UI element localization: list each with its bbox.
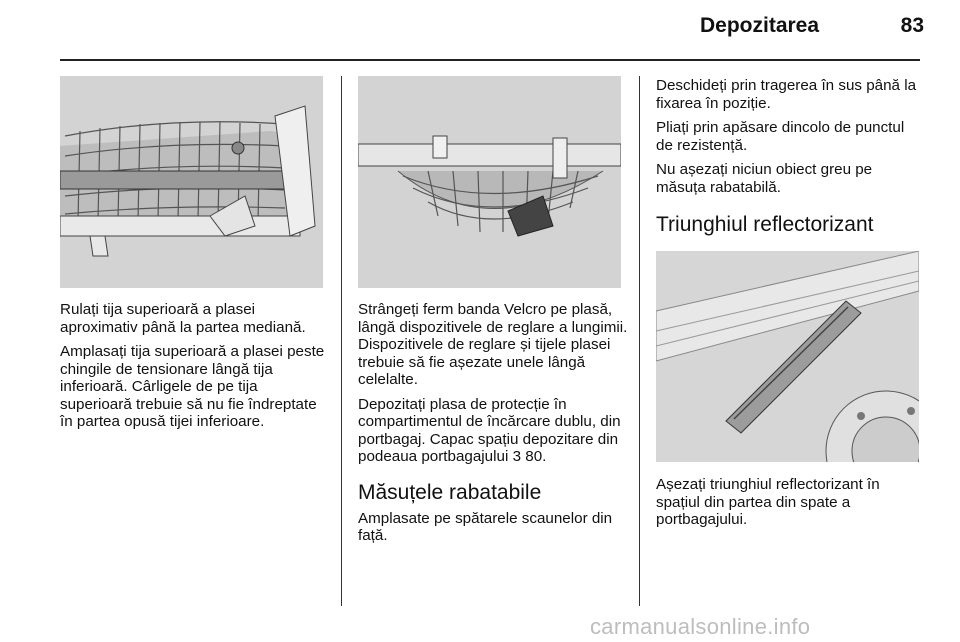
net-velcro-illustration (358, 76, 621, 288)
column-divider (639, 76, 640, 606)
column-2 (358, 301, 628, 552)
watermark: carmanualsonline.info (590, 614, 811, 639)
figure-caption (656, 476, 924, 536)
column-divider (341, 76, 342, 606)
page-ref-icon[interactable]: 3 (512, 448, 522, 465)
paragraph: Amplasate pe spătarele scaunelor din față. (358, 509, 613, 544)
paragraph: Amplasați tija superioară a plasei peste chingile de tensionare lângă tija inferioară. Cârligele de pe tija superioară trebuie să nu fie îndreptate în partea opusă tijei inferioare. (60, 343, 325, 430)
paragraph: Pliați prin apăsare dincolo de punctul de rezistență. (656, 119, 905, 154)
paragraph-text: Depozitați plasa de protecție în compartimentul de încărcare dublu, din portbagaj. Capac spațiu depozitare din podeaua portbagajului (358, 395, 621, 465)
header-rule (60, 59, 920, 61)
paragraph: Deschideți prin tragerea în sus până la fixarea în poziție. (656, 77, 917, 112)
warning-triangle-illustration (656, 251, 919, 462)
column-1 (60, 301, 330, 438)
paragraph (358, 396, 628, 466)
section-heading: Triunghiul reflectorizant (656, 213, 874, 236)
page-number: 83 (900, 14, 924, 37)
paragraph: Strângeți ferm banda Velcro pe plasă, lângă dispozitivele de reglare a lungimii. Dispozitivele de reglare și tijele plasei trebuie să fie așezate unele lângă celelalte. (358, 301, 628, 388)
paragraph: Așezați triunghiul reflectorizant în spațiul din partea din spate a portbagajului. (656, 476, 880, 528)
section-heading: Măsuțele rabatabile (358, 480, 542, 504)
page-ref-link[interactable]: 80. (525, 448, 547, 465)
paragraph: Nu așezați niciun obiect greu pe măsuța rabatabilă. (656, 161, 873, 196)
column-3 (656, 77, 924, 242)
page-title: Depozitarea (700, 14, 820, 37)
paragraph: Rulați tija superioară a plasei aproximativ până la partea mediană. (60, 301, 306, 336)
net-roll-illustration (60, 76, 323, 288)
